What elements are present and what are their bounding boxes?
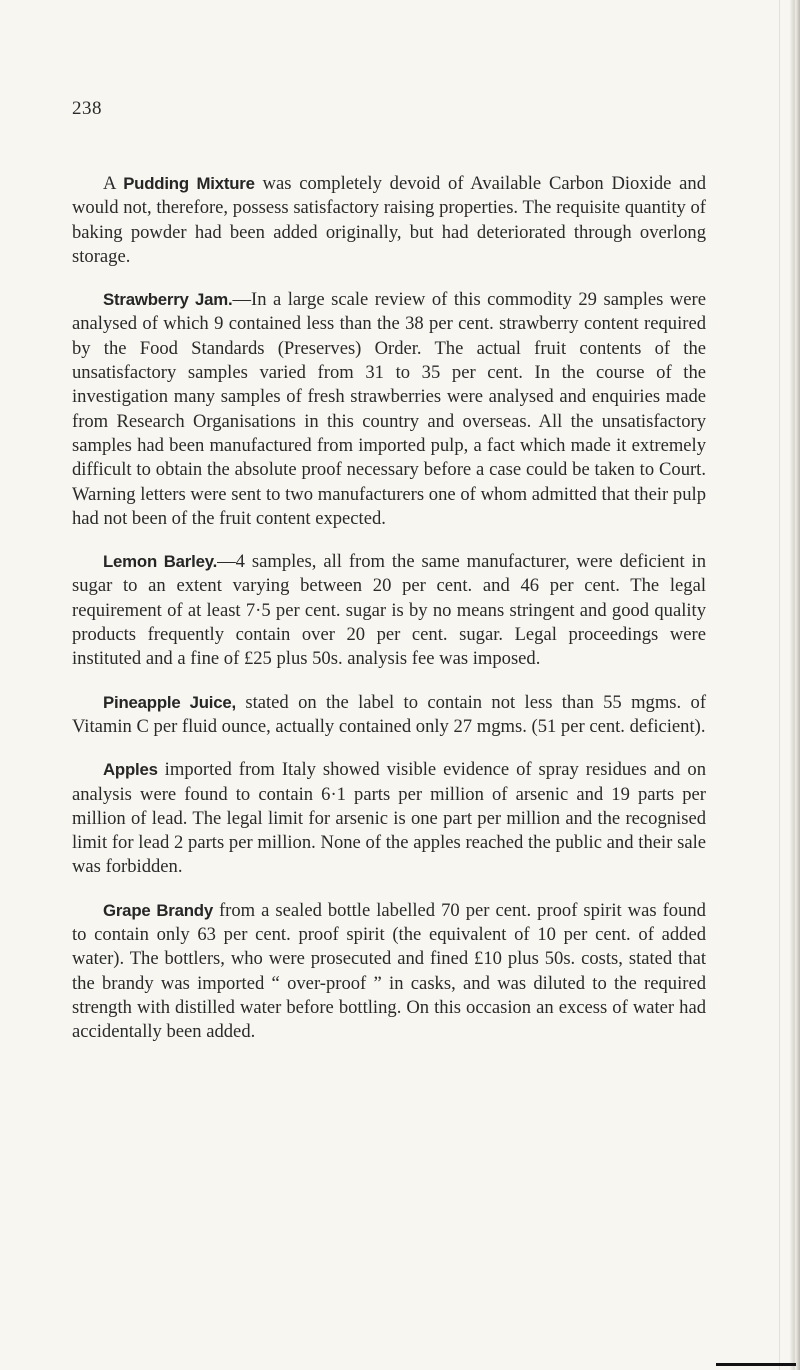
paragraph-text: stated on the label to contain not less than 55 mgms. of Vitamin C per fluid ounce, actually contained only 27 mgms. (51 per cent. deficient). [72, 691, 707, 737]
paragraph-apples [72, 758, 706, 879]
paragraph-pudding-mixture [72, 172, 706, 269]
page-number: 238 [72, 98, 102, 119]
paragraph-text: was completely devoid of Available Carbon Dioxide and would not, therefore, possess satisfactory raising properties. The requisite quantity of baking powder had been added originally, but had deteriorated through overlong storage. [72, 173, 706, 267]
paragraph-text: from a sealed bottle labelled 70 per cent. proof spirit was found to contain only 63 per cent. proof spirit (the equivalent of 10 per cent. of added water). The bottlers, who were prosecuted and fined £10 plus 50s. costs, stated that the brandy was imported “ over-proof ” in casks, and was diluted to the required strength with distilled water before bottling. On this occasion an excess of water had accidentally been added. [72, 899, 706, 1043]
paragraph-lead-prefix: A [103, 173, 124, 194]
paragraph-lemon-barley [72, 550, 706, 671]
paragraph-heading: Apples [103, 760, 158, 780]
page-body [72, 172, 706, 1064]
scan-corner-mark [716, 1363, 796, 1366]
paragraph-heading: Strawberry Jam. [103, 290, 233, 310]
paragraph-text: —In a large scale review of this commodity 29 samples were analysed of which 9 contained less than the 38 per cent. strawberry content required by the Food Standards (Preserves) Order. The actual fruit contents of the unsatisfactory samples varied from 31 to 35 per cent. In the course of the investigation many samples of fresh strawberries were analysed and enquiries made from Research Organisations in this country and overseas. All the unsatisfactory samples had been manufactured from imported pulp, a fact which made it extremely difficult to obtain the absolute proof necessary before a case could be taken to Court. Warning letters were sent to two manufacturers one of whom admitted that their pulp had not been of the fruit content expected. [72, 289, 706, 529]
paragraph-heading: Pudding Mixture [123, 174, 255, 193]
paragraph-text: imported from Italy showed visible evidence of spray residues and on analysis were found to contain 6·1 parts per million of arsenic and 19 parts per million of lead. The legal limit for arsenic is one part per million and the recognised limit for lead 2 parts per million. None of the apples reached the public and their sale was forbidden. [72, 759, 706, 878]
paragraph-strawberry-jam [72, 288, 706, 531]
paragraph-grape-brandy [72, 899, 706, 1045]
paragraph-heading: Lemon Barley. [103, 552, 218, 572]
paragraph-heading: Pineapple Juice, [103, 692, 237, 712]
paragraph-pineapple-juice [72, 691, 706, 740]
page-edge-shadow [790, 0, 800, 1370]
page-fold-line [779, 0, 780, 1370]
paragraph-text: —4 samples, all from the same manufacturer, were deficient in sugar to an extent varying between 20 per cent. and 46 per cent. The legal requirement of at least 7·5 per cent. sugar is by no means stringent and good quality products frequently contain over 20 per cent. sugar. Legal proceedings were instituted and a fine of £25 plus 50s. analysis fee was imposed. [72, 551, 706, 670]
paragraph-heading: Grape Brandy [103, 900, 213, 920]
